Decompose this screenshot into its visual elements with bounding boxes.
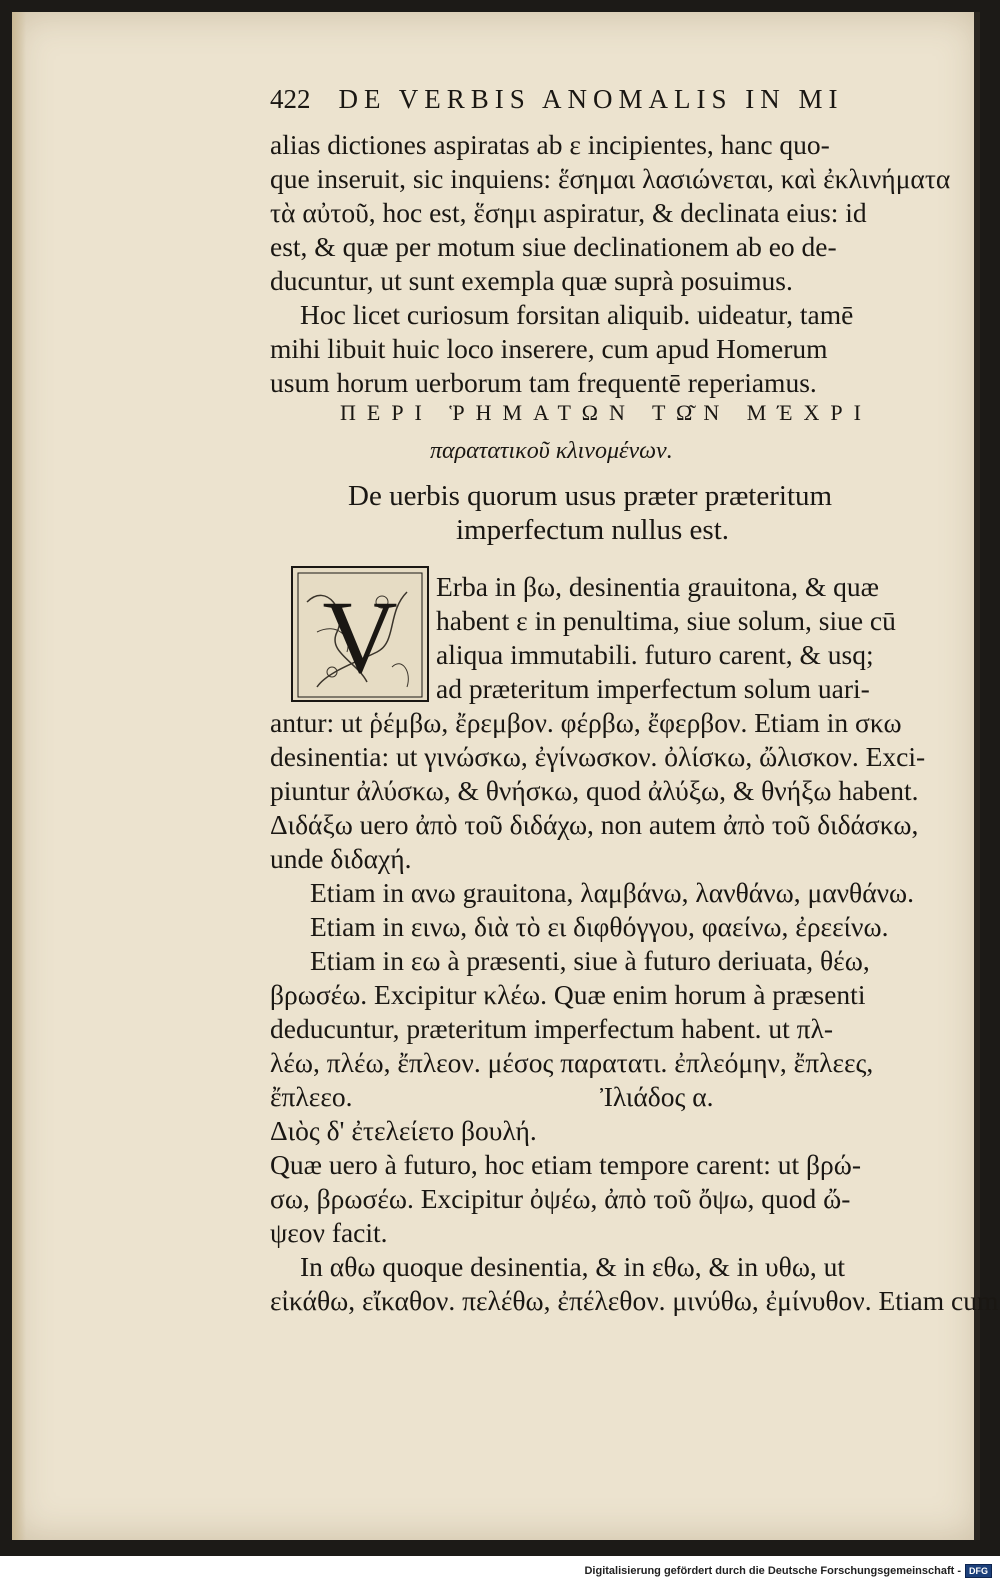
text-line: Διδάξω uero ἀπὸ τοῦ διδάχω, non autem ἀπὸ τοῦ διδάσκω, <box>270 809 919 840</box>
decorated-initial <box>291 566 429 702</box>
text-line: unde διδαχή. <box>270 843 412 874</box>
text-line: que inseruit, sic inquiens: ἕσημαι λασιώνεται, καὶ ἐκλινήματα <box>270 163 951 194</box>
text-line: Ἰλιάδος α. <box>600 1081 714 1112</box>
greek-heading: ΠΕΡΙ ῬΗΜΑΤΩΝ ΤΩ͂Ν ΜΈΧΡΙ <box>340 400 872 425</box>
digitization-credit <box>584 1564 992 1578</box>
text-line: Quæ uero à futuro, hoc etiam tempore carent: ut βρώ- <box>270 1149 862 1180</box>
text-line: In αθω quoque desinentia, & in εθω, & in υθω, ut <box>300 1251 846 1282</box>
text-line: aliqua immutabili. futuro carent, & usq; <box>436 639 874 670</box>
greek-subheading: παρατατικοῦ κλινομένων. <box>430 438 673 464</box>
text-line: λέω, πλέω, ἔπλεον. μέσος παρατατι. ἐπλεόμην, ἔπλεες, <box>270 1047 874 1078</box>
page-gutter-shadow <box>12 12 26 1540</box>
dfg-logo: DFG <box>965 1564 992 1578</box>
text-line: ψεον facit. <box>270 1217 388 1248</box>
page-number: 422 <box>270 84 311 114</box>
floral-initial-ornament <box>297 572 423 698</box>
text-line: habent ε in penultima, siue solum, siue cū <box>436 605 896 636</box>
text-line: εἰκάθω, εἴκαθον. πελέθω, ἐπέλεθον. μινύθω, ἐμίνυθον. Etiam cum <box>270 1285 999 1316</box>
text-line: desinentia: ut γινώσκω, ἐγίνωσκον. ὀλίσκω, ὤλισκον. Exci- <box>270 741 926 772</box>
section-title-line: imperfectum nullus est. <box>456 514 730 546</box>
running-head <box>270 84 880 115</box>
text-line: Erba in βω, desinentia grauitona, & quæ <box>436 571 879 602</box>
text-line: Hoc licet curiosum forsitan aliquib. uideatur, tamē <box>300 299 854 330</box>
text-line: ad præteritum imperfectum solum uari- <box>436 673 870 704</box>
text-line: alias dictiones aspiratas ab ε incipientes, hanc quo- <box>270 129 830 160</box>
text-line: est, & quæ per motum siue declinationem ab eo de- <box>270 231 837 262</box>
text-line: Etiam in ανω grauitona, λαμβάνω, λανθάνω, μανθάνω. <box>310 877 915 908</box>
drop-cap-letter: V <box>322 580 398 695</box>
text-line: ἔπλεεο. <box>270 1081 353 1112</box>
running-title: DE VERBIS ANOMALIS IN MI <box>338 84 844 114</box>
text-line: mihi libuit huic loco inserere, cum apud Homerum <box>270 333 828 364</box>
text-line: antur: ut ῥέμβω, ἔρεμβον. φέρβω, ἔφερβον. Etiam in σκω <box>270 707 902 738</box>
text-line: σω, βρωσέω. Excipitur ὀψέω, ἀπὸ τοῦ ὄψω, quod ὤ- <box>270 1183 851 1214</box>
text-line: piuntur ἀλύσκω, & θνήσκω, quod ἀλύξω, & θνήξω habent. <box>270 775 919 806</box>
text-line: deducuntur, præteritum imperfectum habent. ut πλ- <box>270 1013 833 1044</box>
section-title-line: De uerbis quorum usus præter præteritum <box>348 480 833 512</box>
text-line: Etiam in εω à præsenti, siue à futuro deriuata, θέω, <box>310 945 870 976</box>
text-line: βρωσέω. Excipitur κλέω. Quæ enim horum à præsenti <box>270 979 866 1010</box>
text-line: usum horum uerborum tam frequentē reperiamus. <box>270 367 817 398</box>
credit-text: Digitalisierung gefördert durch die Deutsche Forschungsgemeinschaft - <box>584 1565 961 1577</box>
text-line: Διὸς δ' ἐτελείετο βουλή. <box>270 1115 537 1146</box>
text-line: ducuntur, ut sunt exempla quæ suprà posuimus. <box>270 265 793 296</box>
text-line: τὰ αὐτοῦ, hoc est, ἕσημι aspiratur, & declinata eius: id <box>270 197 867 228</box>
text-line: Etiam in εινω, διὰ τὸ ει διφθόγγου, φαείνω, ἐρεείνω. <box>310 911 889 942</box>
